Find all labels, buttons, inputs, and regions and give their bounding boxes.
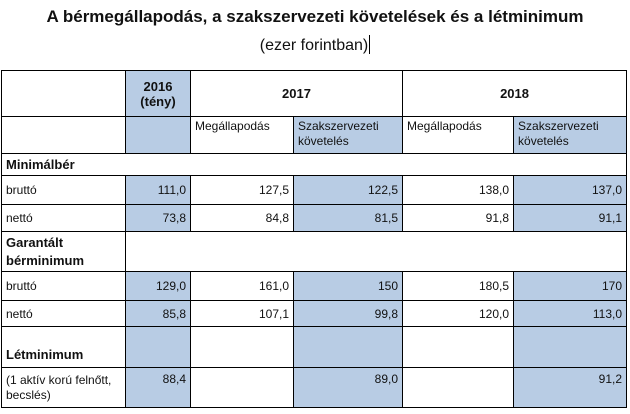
header-2016: 2016 (tény)	[126, 71, 191, 117]
cell-2017-union: 122,5	[294, 176, 403, 205]
cell-2018-agreement: 120,0	[403, 301, 514, 327]
header-2017-agreement: Megállapodás	[191, 117, 294, 154]
section-cell-2018-union	[514, 327, 627, 368]
header-2018-agreement: Megállapodás	[403, 117, 514, 154]
table-row	[2, 205, 627, 232]
page-subtitle	[0, 35, 630, 55]
cell-2018-union: 137,0	[514, 176, 627, 205]
row-label: nettó	[2, 301, 126, 327]
header-2018: 2018	[403, 71, 627, 117]
cell-2017-agreement: 127,5	[191, 176, 294, 205]
section-cell-2017-union	[294, 327, 403, 368]
cell-2018-union: 91,1	[514, 205, 627, 232]
section-cell-2016	[126, 327, 191, 368]
header-row-years	[2, 71, 627, 117]
table-row	[2, 301, 627, 327]
cell-2018-union: 170	[514, 272, 627, 301]
section-row-guaranteed-minimum	[2, 232, 627, 272]
cell-2018-union: 91,2	[514, 368, 627, 408]
section-label-guaranteed-minimum: Garantált bérminimum	[2, 232, 126, 272]
header-2018-union: Szakszervezeti követelés	[514, 117, 627, 154]
cell-2018-union: 113,0	[514, 301, 627, 327]
cell-2017-union: 150	[294, 272, 403, 301]
row-label: (1 aktív korú felnőtt, becslés)	[2, 368, 126, 408]
cell-2017-union: 81,5	[294, 205, 403, 232]
wage-table	[1, 70, 627, 408]
section-row-minimum-wage	[2, 154, 627, 176]
section-empty-cell	[403, 327, 514, 368]
text-cursor	[369, 35, 370, 54]
cell-2016: 88,4	[126, 368, 191, 408]
cell-2017-agreement: 107,1	[191, 301, 294, 327]
header-2017-union: Szakszervezeti követelés	[294, 117, 403, 154]
cell-2018-agreement: 91,8	[403, 205, 514, 232]
cell-2018-agreement	[403, 368, 514, 408]
cell-2017-agreement: 161,0	[191, 272, 294, 301]
header-row-sub	[2, 117, 627, 154]
header-empty-cell	[2, 71, 126, 117]
header-2016-sub	[126, 117, 191, 154]
header-empty-cell	[2, 117, 126, 154]
cell-2018-agreement: 180,5	[403, 272, 514, 301]
section-empty-cell	[191, 327, 294, 368]
cell-2017-agreement	[191, 368, 294, 408]
section-label-minimum-wage: Minimálbér	[2, 154, 627, 176]
table-row	[2, 272, 627, 301]
cell-2018-agreement: 138,0	[403, 176, 514, 205]
section-empty-cell	[126, 232, 627, 272]
cell-2016: 111,0	[126, 176, 191, 205]
cell-2016: 73,8	[126, 205, 191, 232]
table-row	[2, 368, 627, 408]
cell-2016: 85,8	[126, 301, 191, 327]
section-label-subsistence: Létminimum	[2, 327, 126, 368]
subtitle-text: (ezer forintban)	[259, 37, 369, 54]
page-title: A bérmegállapodás, a szakszervezeti követelések és a létminimum	[46, 7, 584, 26]
row-label: bruttó	[2, 272, 126, 301]
cell-2017-agreement: 84,8	[191, 205, 294, 232]
row-label: bruttó	[2, 176, 126, 205]
cell-2017-union: 89,0	[294, 368, 403, 408]
cell-2016: 129,0	[126, 272, 191, 301]
table-row	[2, 176, 627, 205]
row-label: nettó	[2, 205, 126, 232]
section-row-subsistence	[2, 327, 627, 368]
header-2017: 2017	[191, 71, 403, 117]
cell-2017-union: 99,8	[294, 301, 403, 327]
